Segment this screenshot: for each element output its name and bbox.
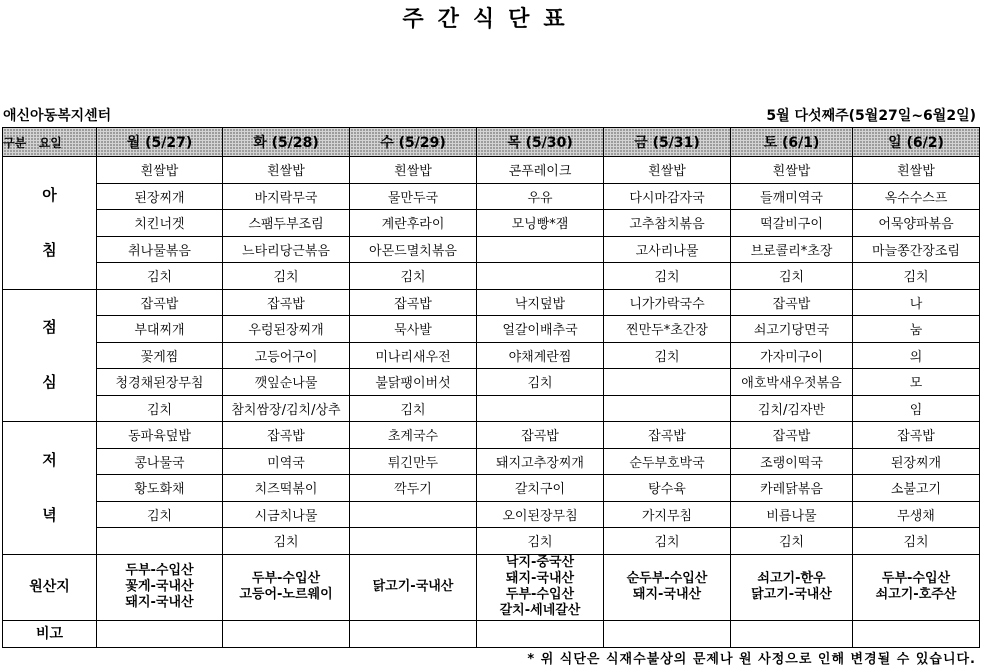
meal-label-bottom: 침 [42, 240, 57, 259]
menu-cell: 우유 [477, 183, 604, 210]
menu-cell: 부대찌개 [97, 316, 223, 343]
menu-cell: 흰쌀밥 [350, 157, 477, 184]
meal-label [3, 289, 97, 422]
org-name: 애신아동복지센터 [3, 108, 112, 124]
origin-line: 쇠고기-호주산 [875, 587, 957, 602]
menu-cell: 잡곡밥 [223, 289, 350, 316]
menu-cell: 순두부호박국 [604, 448, 731, 475]
menu-cell: 김치 [97, 263, 223, 290]
meal-row [3, 183, 980, 210]
menu-cell: 김치 [223, 528, 350, 555]
menu-cell: 된장찌개 [97, 183, 223, 210]
menu-cell: 찐만두*초간장 [604, 316, 731, 343]
menu-cell: 김치 [350, 395, 477, 422]
origin-label: 원산지 [3, 554, 97, 620]
origin-line: 갈치-세네갈산 [499, 603, 581, 618]
origin-row [3, 554, 980, 620]
note-cell [97, 620, 223, 647]
origin-cell [853, 554, 980, 620]
day-header: 목 (5/30) [477, 128, 604, 157]
menu-table [2, 127, 980, 648]
menu-cell: 잡곡밥 [477, 422, 604, 449]
menu-cell: 낙지덮밥 [477, 289, 604, 316]
menu-cell: 초계국수 [350, 422, 477, 449]
menu-cell [350, 501, 477, 528]
menu-cell [97, 528, 223, 555]
note-row [3, 620, 980, 647]
menu-cell: 얼갈이배추국 [477, 316, 604, 343]
day-header: 월 (5/27) [97, 128, 223, 157]
meal-label-bottom: 심 [42, 373, 57, 392]
menu-cell: 묵사발 [350, 316, 477, 343]
menu-cell: 들깨미역국 [731, 183, 853, 210]
menu-cell: 조랭이떡국 [731, 448, 853, 475]
meal-label-top: 점 [42, 318, 57, 337]
day-header: 수 (5/29) [350, 128, 477, 157]
origin-line: 두부-수입산 [881, 571, 951, 586]
week-label: 5월 다섯째주(5월27일~6월2일) [766, 108, 976, 124]
origin-line: 순두부-수입산 [626, 571, 708, 586]
menu-cell: 김치 [223, 263, 350, 290]
menu-cell: 잡곡밥 [350, 289, 477, 316]
origin-cell [731, 554, 853, 620]
meal-label-top: 아 [42, 185, 57, 204]
menu-cell [477, 236, 604, 263]
menu-cell: 청경채된장무침 [97, 369, 223, 396]
menu-cell [477, 395, 604, 422]
meal-row [3, 501, 980, 528]
meal-row [3, 316, 980, 343]
day-header: 화 (5/28) [223, 128, 350, 157]
meal-label [3, 157, 97, 290]
menu-cell [477, 263, 604, 290]
note-cell [350, 620, 477, 647]
menu-cell: 미역국 [223, 448, 350, 475]
menu-cell: 브로콜리*초장 [731, 236, 853, 263]
note-cell [731, 620, 853, 647]
menu-cell: 떡갈비구이 [731, 210, 853, 237]
menu-cell: 오이된장무침 [477, 501, 604, 528]
note-cell [223, 620, 350, 647]
menu-cell: 가지무침 [604, 501, 731, 528]
meal-row [3, 422, 980, 449]
menu-cell: 흰쌀밥 [731, 157, 853, 184]
day-header: 일 (6/2) [853, 128, 980, 157]
menu-cell: 잡곡밥 [97, 289, 223, 316]
menu-cell: 김치 [604, 342, 731, 369]
menu-cell: 잡곡밥 [604, 422, 731, 449]
menu-cell: 된장찌개 [853, 448, 980, 475]
menu-cell: 김치 [97, 501, 223, 528]
menu-cell [350, 528, 477, 555]
menu-cell: 황도화채 [97, 475, 223, 502]
menu-cell: 미나리새우전 [350, 342, 477, 369]
menu-cell: 김치/김자반 [731, 395, 853, 422]
menu-cell: 우렁된장찌개 [223, 316, 350, 343]
note-cell [853, 620, 980, 647]
menu-cell: 니가가락국수 [604, 289, 731, 316]
meal-row [3, 289, 980, 316]
menu-cell: 고사리나물 [604, 236, 731, 263]
menu-cell: 모닝빵*잼 [477, 210, 604, 237]
menu-cell: 고등어구이 [223, 342, 350, 369]
origin-line: 닭고기-국내산 [751, 587, 832, 602]
menu-cell: 콘푸레이크 [477, 157, 604, 184]
menu-cell: 아몬드멸치볶음 [350, 236, 477, 263]
menu-cell: 흰쌀밥 [604, 157, 731, 184]
menu-cell: 마늘쫑간장조림 [853, 236, 980, 263]
menu-cell: 취나물볶음 [97, 236, 223, 263]
origin-cell [223, 554, 350, 620]
menu-cell: 김치 [604, 528, 731, 555]
meal-row [3, 475, 980, 502]
menu-cell: 깍두기 [350, 475, 477, 502]
menu-cell: 비름나물 [731, 501, 853, 528]
menu-cell: 잡곡밥 [223, 422, 350, 449]
origin-line: 고등어-노르웨이 [239, 587, 333, 602]
menu-cell: 김치 [731, 528, 853, 555]
corner-label: 구분 요일 [3, 128, 97, 157]
menu-cell: 의 [853, 342, 980, 369]
note-label: 비고 [3, 620, 97, 647]
origin-line: 꽃게-국내산 [125, 579, 194, 594]
menu-cell: 스팸두부조림 [223, 210, 350, 237]
menu-cell: 어묵양파볶음 [853, 210, 980, 237]
menu-cell: 임 [853, 395, 980, 422]
menu-cell: 갈치구이 [477, 475, 604, 502]
origin-cell [97, 554, 223, 620]
menu-cell: 치즈떡볶이 [223, 475, 350, 502]
footnote: * 위 식단은 식재수불상의 문제나 원 사정으로 인해 변경될 수 있습니다. [527, 652, 976, 667]
page-title: 주간식단표 [402, 7, 579, 32]
origin-line: 돼지-국내산 [505, 571, 575, 586]
menu-cell: 흰쌀밥 [223, 157, 350, 184]
menu-cell: 나 [853, 289, 980, 316]
header-row [3, 128, 980, 157]
meal-label-top: 저 [42, 450, 57, 469]
menu-cell: 애호박새우젓볶음 [731, 369, 853, 396]
menu-cell: 김치 [853, 528, 980, 555]
note-cell [604, 620, 731, 647]
menu-cell: 고추참치볶음 [604, 210, 731, 237]
menu-cell: 잡곡밥 [853, 422, 980, 449]
menu-cell: 탕수육 [604, 475, 731, 502]
menu-cell [604, 395, 731, 422]
menu-cell: 물만두국 [350, 183, 477, 210]
menu-cell: 계란후라이 [350, 210, 477, 237]
origin-cell [350, 554, 477, 620]
menu-cell: 김치 [731, 263, 853, 290]
menu-cell: 콩나물국 [97, 448, 223, 475]
menu-cell: 흰쌀밥 [97, 157, 223, 184]
menu-cell: 참치쌈장/김치/상추 [223, 395, 350, 422]
meal-row [3, 263, 980, 290]
origin-line: 쇠고기-한우 [757, 571, 826, 586]
menu-cell: 꽃게찜 [97, 342, 223, 369]
menu-cell: 모 [853, 369, 980, 396]
menu-cell: 김치 [350, 263, 477, 290]
meal-row [3, 369, 980, 396]
day-header: 금 (5/31) [604, 128, 731, 157]
menu-cell [604, 369, 731, 396]
menu-cell: 가자미구이 [731, 342, 853, 369]
origin-line: 낙지-중국산 [505, 555, 575, 570]
menu-cell: 옥수수스프 [853, 183, 980, 210]
origin-cell [477, 554, 604, 620]
meal-row [3, 157, 980, 184]
menu-cell: 소불고기 [853, 475, 980, 502]
menu-cell: 잡곡밥 [731, 422, 853, 449]
menu-cell: 느타리당근볶음 [223, 236, 350, 263]
menu-cell: 흰쌀밥 [853, 157, 980, 184]
meal-row [3, 395, 980, 422]
meal-row [3, 342, 980, 369]
menu-cell: 김치 [477, 369, 604, 396]
menu-cell: 튀긴만두 [350, 448, 477, 475]
menu-cell: 바지락무국 [223, 183, 350, 210]
menu-cell: 김치 [604, 263, 731, 290]
day-header: 토 (6/1) [731, 128, 853, 157]
menu-cell: 쇠고기당면국 [731, 316, 853, 343]
menu-cell: 다시마감자국 [604, 183, 731, 210]
origin-line: 두부-수입산 [505, 587, 575, 602]
menu-cell: 카레닭볶음 [731, 475, 853, 502]
menu-cell: 야채계란찜 [477, 342, 604, 369]
meal-label-bottom: 녁 [42, 505, 57, 524]
menu-cell: 김치 [97, 395, 223, 422]
menu-cell: 잡곡밥 [731, 289, 853, 316]
meal-row [3, 448, 980, 475]
origin-line: 두부-수입산 [125, 563, 194, 578]
origin-cell [604, 554, 731, 620]
menu-cell: 깻잎순나물 [223, 369, 350, 396]
note-cell [477, 620, 604, 647]
origin-line: 돼지-국내산 [632, 587, 702, 602]
meal-row [3, 528, 980, 555]
origin-line: 닭고기-국내산 [372, 579, 454, 594]
origin-line: 두부-수입산 [251, 571, 321, 586]
origin-line: 돼지-국내산 [125, 595, 194, 610]
menu-cell: 치킨너겟 [97, 210, 223, 237]
meal-row [3, 210, 980, 237]
menu-cell: 돼지고추장찌개 [477, 448, 604, 475]
menu-cell: 불닭팽이버섯 [350, 369, 477, 396]
menu-cell: 동파육덮밥 [97, 422, 223, 449]
menu-cell: 무생채 [853, 501, 980, 528]
menu-cell: 눔 [853, 316, 980, 343]
menu-cell: 김치 [477, 528, 604, 555]
meal-label [3, 422, 97, 555]
menu-cell: 시금치나물 [223, 501, 350, 528]
meal-row [3, 236, 980, 263]
menu-cell: 김치 [853, 263, 980, 290]
